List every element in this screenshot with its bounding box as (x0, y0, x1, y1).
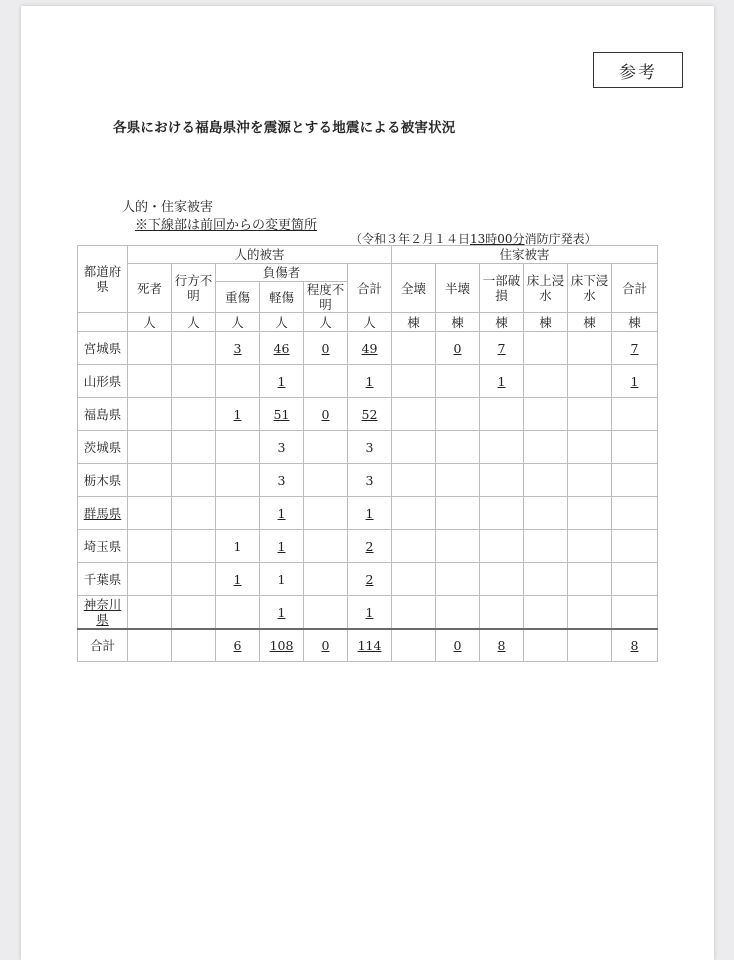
unit-cell: 人 (304, 313, 348, 332)
cell-value: 1 (365, 373, 374, 389)
table-cell (260, 398, 304, 431)
reference-badge: 参考 (593, 52, 683, 88)
header-injured: 負傷者 (216, 264, 348, 282)
prefecture-name: 群馬県 (78, 497, 128, 530)
table-cell (304, 398, 348, 431)
unit-cell: 人 (216, 313, 260, 332)
table-cell (392, 332, 436, 365)
table-cell (436, 563, 480, 596)
table-cell (348, 464, 392, 497)
header-minor: 軽傷 (260, 282, 304, 313)
table-cell (568, 431, 612, 464)
cell-value: 1 (277, 571, 286, 587)
table-cell (436, 398, 480, 431)
table-cell (480, 497, 524, 530)
cell-value: 1 (277, 538, 286, 554)
cell-value: 52 (361, 406, 378, 422)
unit-cell: 人 (172, 313, 216, 332)
table-cell (436, 365, 480, 398)
unit-cell: 人 (260, 313, 304, 332)
table-cell (568, 530, 612, 563)
source-time: 13時00分 (470, 232, 525, 246)
table-cell (128, 497, 172, 530)
cell-value: 8 (497, 638, 506, 653)
unit-cell: 棟 (568, 313, 612, 332)
unit-cell: 棟 (436, 313, 480, 332)
table-cell (612, 596, 658, 630)
cell-value: 3 (365, 439, 374, 455)
table-cell (260, 530, 304, 563)
cell-value: 0 (453, 638, 462, 653)
table-cell (172, 497, 216, 530)
page-title: 各県における福島県沖を震源とする地震による被害状況 (113, 120, 456, 136)
table-cell (524, 497, 568, 530)
cell-value: 1 (233, 571, 242, 587)
table-cell (172, 398, 216, 431)
unit-cell: 棟 (612, 313, 658, 332)
unit-cell: 棟 (480, 313, 524, 332)
table-cell (524, 629, 568, 662)
table-row (78, 464, 658, 497)
table-cell (612, 365, 658, 398)
prefecture-name: 埼玉県 (78, 530, 128, 563)
table-cell (260, 596, 304, 630)
prefecture-name: 茨城県 (78, 431, 128, 464)
header-below-floor-flood: 床下浸水 (568, 264, 612, 313)
table-cell (568, 398, 612, 431)
table-cell (260, 464, 304, 497)
cell-value: 1 (497, 373, 506, 389)
cell-value: 0 (321, 340, 330, 356)
table-cell (480, 596, 524, 630)
table-cell (612, 332, 658, 365)
unit-cell: 人 (348, 313, 392, 332)
cell-value: 51 (273, 406, 290, 422)
header-prefecture: 都道府県 (78, 246, 128, 313)
section-heading: 人的・住家被害 (122, 200, 214, 215)
table-cell (216, 431, 260, 464)
table-cell (612, 629, 658, 662)
cell-value: 7 (497, 340, 506, 356)
table-row (78, 530, 658, 563)
table-cell (392, 629, 436, 662)
table-cell (304, 530, 348, 563)
source-prefix: （令和３年２月１４日 (350, 232, 471, 246)
table-cell (172, 563, 216, 596)
cell-value: 0 (321, 638, 330, 653)
table-cell (568, 497, 612, 530)
unit-row (78, 313, 658, 332)
table-cell (304, 365, 348, 398)
table-cell (260, 629, 304, 662)
cell-value: 7 (630, 340, 639, 356)
table-cell (216, 497, 260, 530)
cell-value: 49 (361, 340, 378, 356)
table-cell (304, 629, 348, 662)
table-cell (128, 530, 172, 563)
table-cell (392, 596, 436, 630)
table-cell (304, 431, 348, 464)
header-housing-total: 合計 (612, 264, 658, 313)
table-cell (524, 431, 568, 464)
table-cell (348, 563, 392, 596)
table-cell (436, 332, 480, 365)
prefecture-name: 栃木県 (78, 464, 128, 497)
table-cell (348, 629, 392, 662)
table-row (78, 596, 658, 630)
table-cell (172, 431, 216, 464)
cell-value: 1 (365, 604, 374, 620)
table-cell (480, 398, 524, 431)
table-cell (392, 365, 436, 398)
table-cell (348, 596, 392, 630)
table-cell (304, 596, 348, 630)
table-cell (216, 365, 260, 398)
header-unknown-severity: 程度不明 (304, 282, 348, 313)
header-human-damage: 人的被害 (128, 246, 392, 264)
table-cell (216, 530, 260, 563)
cell-value: 114 (357, 638, 382, 653)
table-row (78, 398, 658, 431)
total-label: 合計 (78, 629, 128, 662)
prefecture-name: 山形県 (78, 365, 128, 398)
cell-value: 1 (233, 406, 242, 422)
header-half-collapse: 半壊 (436, 264, 480, 313)
table-cell (304, 464, 348, 497)
cell-value: 1 (277, 373, 286, 389)
table-cell (612, 563, 658, 596)
table-cell (304, 332, 348, 365)
table-cell (524, 530, 568, 563)
table-cell (568, 365, 612, 398)
table-cell (524, 398, 568, 431)
source-suffix: 消防庁発表） (524, 232, 597, 246)
table-cell (128, 431, 172, 464)
table-cell (172, 332, 216, 365)
table-cell (304, 563, 348, 596)
table-cell (436, 464, 480, 497)
table-cell (436, 431, 480, 464)
table-cell (260, 563, 304, 596)
table-cell (568, 596, 612, 630)
cell-value: 46 (273, 340, 290, 356)
table-cell (348, 497, 392, 530)
table-cell (612, 497, 658, 530)
cell-value: 1 (365, 505, 374, 521)
table-cell (128, 563, 172, 596)
table-row (78, 563, 658, 596)
table-cell (216, 398, 260, 431)
table-row (78, 365, 658, 398)
table-cell (216, 332, 260, 365)
unit-cell: 人 (128, 313, 172, 332)
table-cell (128, 464, 172, 497)
cell-value: 1 (630, 373, 639, 389)
cell-value: 6 (233, 638, 242, 653)
cell-value: 3 (233, 340, 242, 356)
table-cell (524, 464, 568, 497)
cell-value: 0 (321, 406, 330, 422)
table-cell (172, 464, 216, 497)
header-housing-damage: 住家被害 (392, 246, 658, 264)
table-cell (612, 530, 658, 563)
table-cell (348, 431, 392, 464)
table-cell (392, 398, 436, 431)
table-cell (612, 464, 658, 497)
table-cell (128, 365, 172, 398)
header-human-total: 合計 (348, 264, 392, 313)
prefecture-name: 福島県 (78, 398, 128, 431)
change-note: ※下線部は前回からの変更箇所 (135, 218, 318, 233)
table-cell (480, 332, 524, 365)
table-cell (304, 497, 348, 530)
cell-value: 1 (233, 538, 242, 554)
table-cell (348, 398, 392, 431)
table-cell (216, 464, 260, 497)
prefecture-name: 千葉県 (78, 563, 128, 596)
table-cell (260, 332, 304, 365)
table-cell (260, 497, 304, 530)
table-cell (128, 629, 172, 662)
table-cell (524, 332, 568, 365)
cell-value: 3 (365, 472, 374, 488)
table-cell (348, 530, 392, 563)
table-cell (480, 629, 524, 662)
table-cell (480, 530, 524, 563)
table-cell (436, 497, 480, 530)
cell-value: 8 (630, 638, 639, 653)
table-cell (480, 464, 524, 497)
table-cell (260, 365, 304, 398)
table-cell (480, 563, 524, 596)
table-cell (392, 563, 436, 596)
table-cell (128, 398, 172, 431)
table-cell (348, 365, 392, 398)
table-cell (172, 629, 216, 662)
table-cell (436, 629, 480, 662)
table-cell (524, 596, 568, 630)
header-serious: 重傷 (216, 282, 260, 313)
table-cell (480, 431, 524, 464)
header-dead: 死者 (128, 264, 172, 313)
cell-value: 1 (277, 604, 286, 620)
table-cell (568, 332, 612, 365)
table-cell (612, 398, 658, 431)
table-cell (128, 596, 172, 630)
unit-cell: 棟 (524, 313, 568, 332)
header-full-collapse: 全壊 (392, 264, 436, 313)
table-cell (260, 431, 304, 464)
cell-value: 0 (453, 340, 462, 356)
cell-value: 108 (269, 638, 294, 653)
header-partial-damage: 一部破損 (480, 264, 524, 313)
table-row (78, 332, 658, 365)
table-cell (524, 365, 568, 398)
header-missing: 行方不明 (172, 264, 216, 313)
header-above-floor-flood: 床上浸水 (524, 264, 568, 313)
table-cell (612, 431, 658, 464)
table-cell (436, 530, 480, 563)
table-cell (392, 530, 436, 563)
table-cell (216, 596, 260, 630)
cell-value: 1 (277, 505, 286, 521)
table-cell (172, 530, 216, 563)
table-cell (216, 563, 260, 596)
table-cell (348, 332, 392, 365)
table-cell (392, 464, 436, 497)
prefecture-name: 宮城県 (78, 332, 128, 365)
cell-value: 3 (277, 472, 286, 488)
damage-table (77, 245, 658, 662)
table-cell (216, 629, 260, 662)
table-cell (172, 596, 216, 630)
table-cell (128, 332, 172, 365)
table-cell (524, 563, 568, 596)
table-cell (436, 596, 480, 630)
unit-cell: 棟 (392, 313, 436, 332)
table-cell (568, 563, 612, 596)
prefecture-name: 神奈川県 (78, 596, 128, 630)
table-body (78, 332, 658, 662)
table-cell (480, 365, 524, 398)
table-cell (392, 431, 436, 464)
cell-value: 2 (365, 538, 374, 554)
table-cell (172, 365, 216, 398)
table-cell (568, 464, 612, 497)
table-cell (392, 497, 436, 530)
table-row (78, 497, 658, 530)
total-row (78, 629, 658, 662)
table-cell (568, 629, 612, 662)
cell-value: 3 (277, 439, 286, 455)
unit-cell-empty (78, 313, 128, 332)
cell-value: 2 (365, 571, 374, 587)
table-row (78, 431, 658, 464)
